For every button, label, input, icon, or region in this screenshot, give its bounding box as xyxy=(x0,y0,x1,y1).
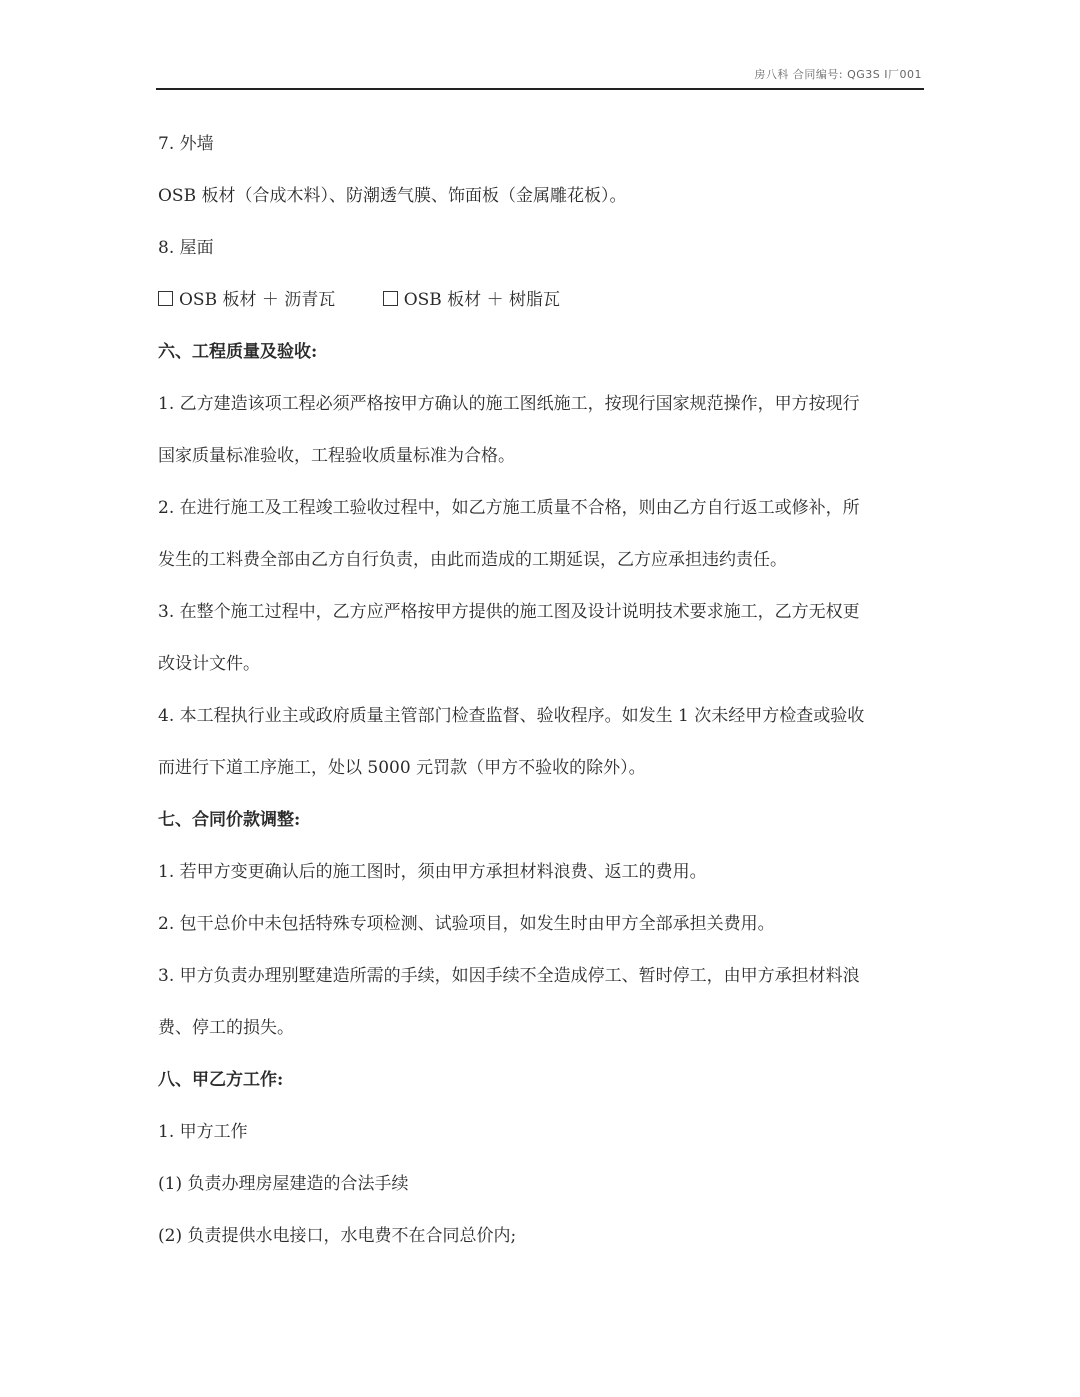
section-heading-quality: 六、工程质量及验收: xyxy=(158,342,318,362)
paragraph-line: 国家质量标准验收，工程验收质量标准为合格。 xyxy=(158,446,515,466)
exterior-wall-materials: OSB 板材（合成木料）、防潮透气膜、饰面板（金属雕花板）。 xyxy=(158,186,627,206)
checkbox-icon[interactable] xyxy=(158,291,173,306)
page-header xyxy=(156,64,924,90)
item-roof: 8. 屋面 xyxy=(158,238,214,258)
contract-number: 房八科 合同编号: QG3S I厂001 xyxy=(754,68,922,81)
paragraph-line: 3. 在整个施工过程中，乙方应严格按甲方提供的施工图及设计说明技术要求施工，乙方无权更 xyxy=(158,602,860,622)
paragraph-line: 2. 包干总价中未包括特殊专项检测、试验项目，如发生时由甲方全部承担关费用。 xyxy=(158,914,775,934)
paragraph-line: 1. 乙方建造该项工程必须严格按甲方确认的施工图纸施工，按现行国家规范操作，甲方按现行 xyxy=(158,394,860,414)
roof-option-asphalt xyxy=(158,274,335,326)
list-item: (1) 负责办理房屋建造的合法手续 xyxy=(158,1174,409,1194)
paragraph-line: 1. 甲方工作 xyxy=(158,1122,248,1142)
checkbox-icon[interactable] xyxy=(383,291,398,306)
paragraph-line: 而进行下道工序施工，处以 5000 元罚款（甲方不验收的除外）。 xyxy=(158,758,646,778)
section-heading-duties: 八、甲乙方工作: xyxy=(158,1070,284,1090)
paragraph-line: 1. 若甲方变更确认后的施工图时，须由甲方承担材料浪费、返工的费用。 xyxy=(158,862,707,882)
paragraph-line: 3. 甲方负责办理别墅建造所需的手续，如因手续不全造成停工、暂时停工，由甲方承担材料浪 xyxy=(158,966,860,986)
list-item: (2) 负责提供水电接口，水电费不在合同总价内; xyxy=(158,1226,517,1246)
document-body xyxy=(158,118,926,1262)
paragraph-line: 4. 本工程执行业主或政府质量主管部门检查监督、验收程序。如发生 1 次未经甲方检查或验收 xyxy=(158,706,865,726)
item-exterior-wall: 7. 外墙 xyxy=(158,134,214,154)
paragraph-line: 发生的工料费全部由乙方自行负责，由此而造成的工期延误，乙方应承担违约责任。 xyxy=(158,550,787,570)
roof-options xyxy=(158,274,926,326)
paragraph-line: 改设计文件。 xyxy=(158,654,260,674)
roof-option-asphalt-label: OSB 板材 ＋ 沥青瓦 xyxy=(179,290,336,310)
paragraph-line: 费、停工的损失。 xyxy=(158,1018,294,1038)
section-heading-price: 七、合同价款调整: xyxy=(158,810,301,830)
paragraph-line: 2. 在进行施工及工程竣工验收过程中，如乙方施工质量不合格，则由乙方自行返工或修补，所 xyxy=(158,498,860,518)
roof-option-resin xyxy=(383,274,560,326)
roof-option-resin-label: OSB 板材 ＋ 树脂瓦 xyxy=(403,290,560,310)
